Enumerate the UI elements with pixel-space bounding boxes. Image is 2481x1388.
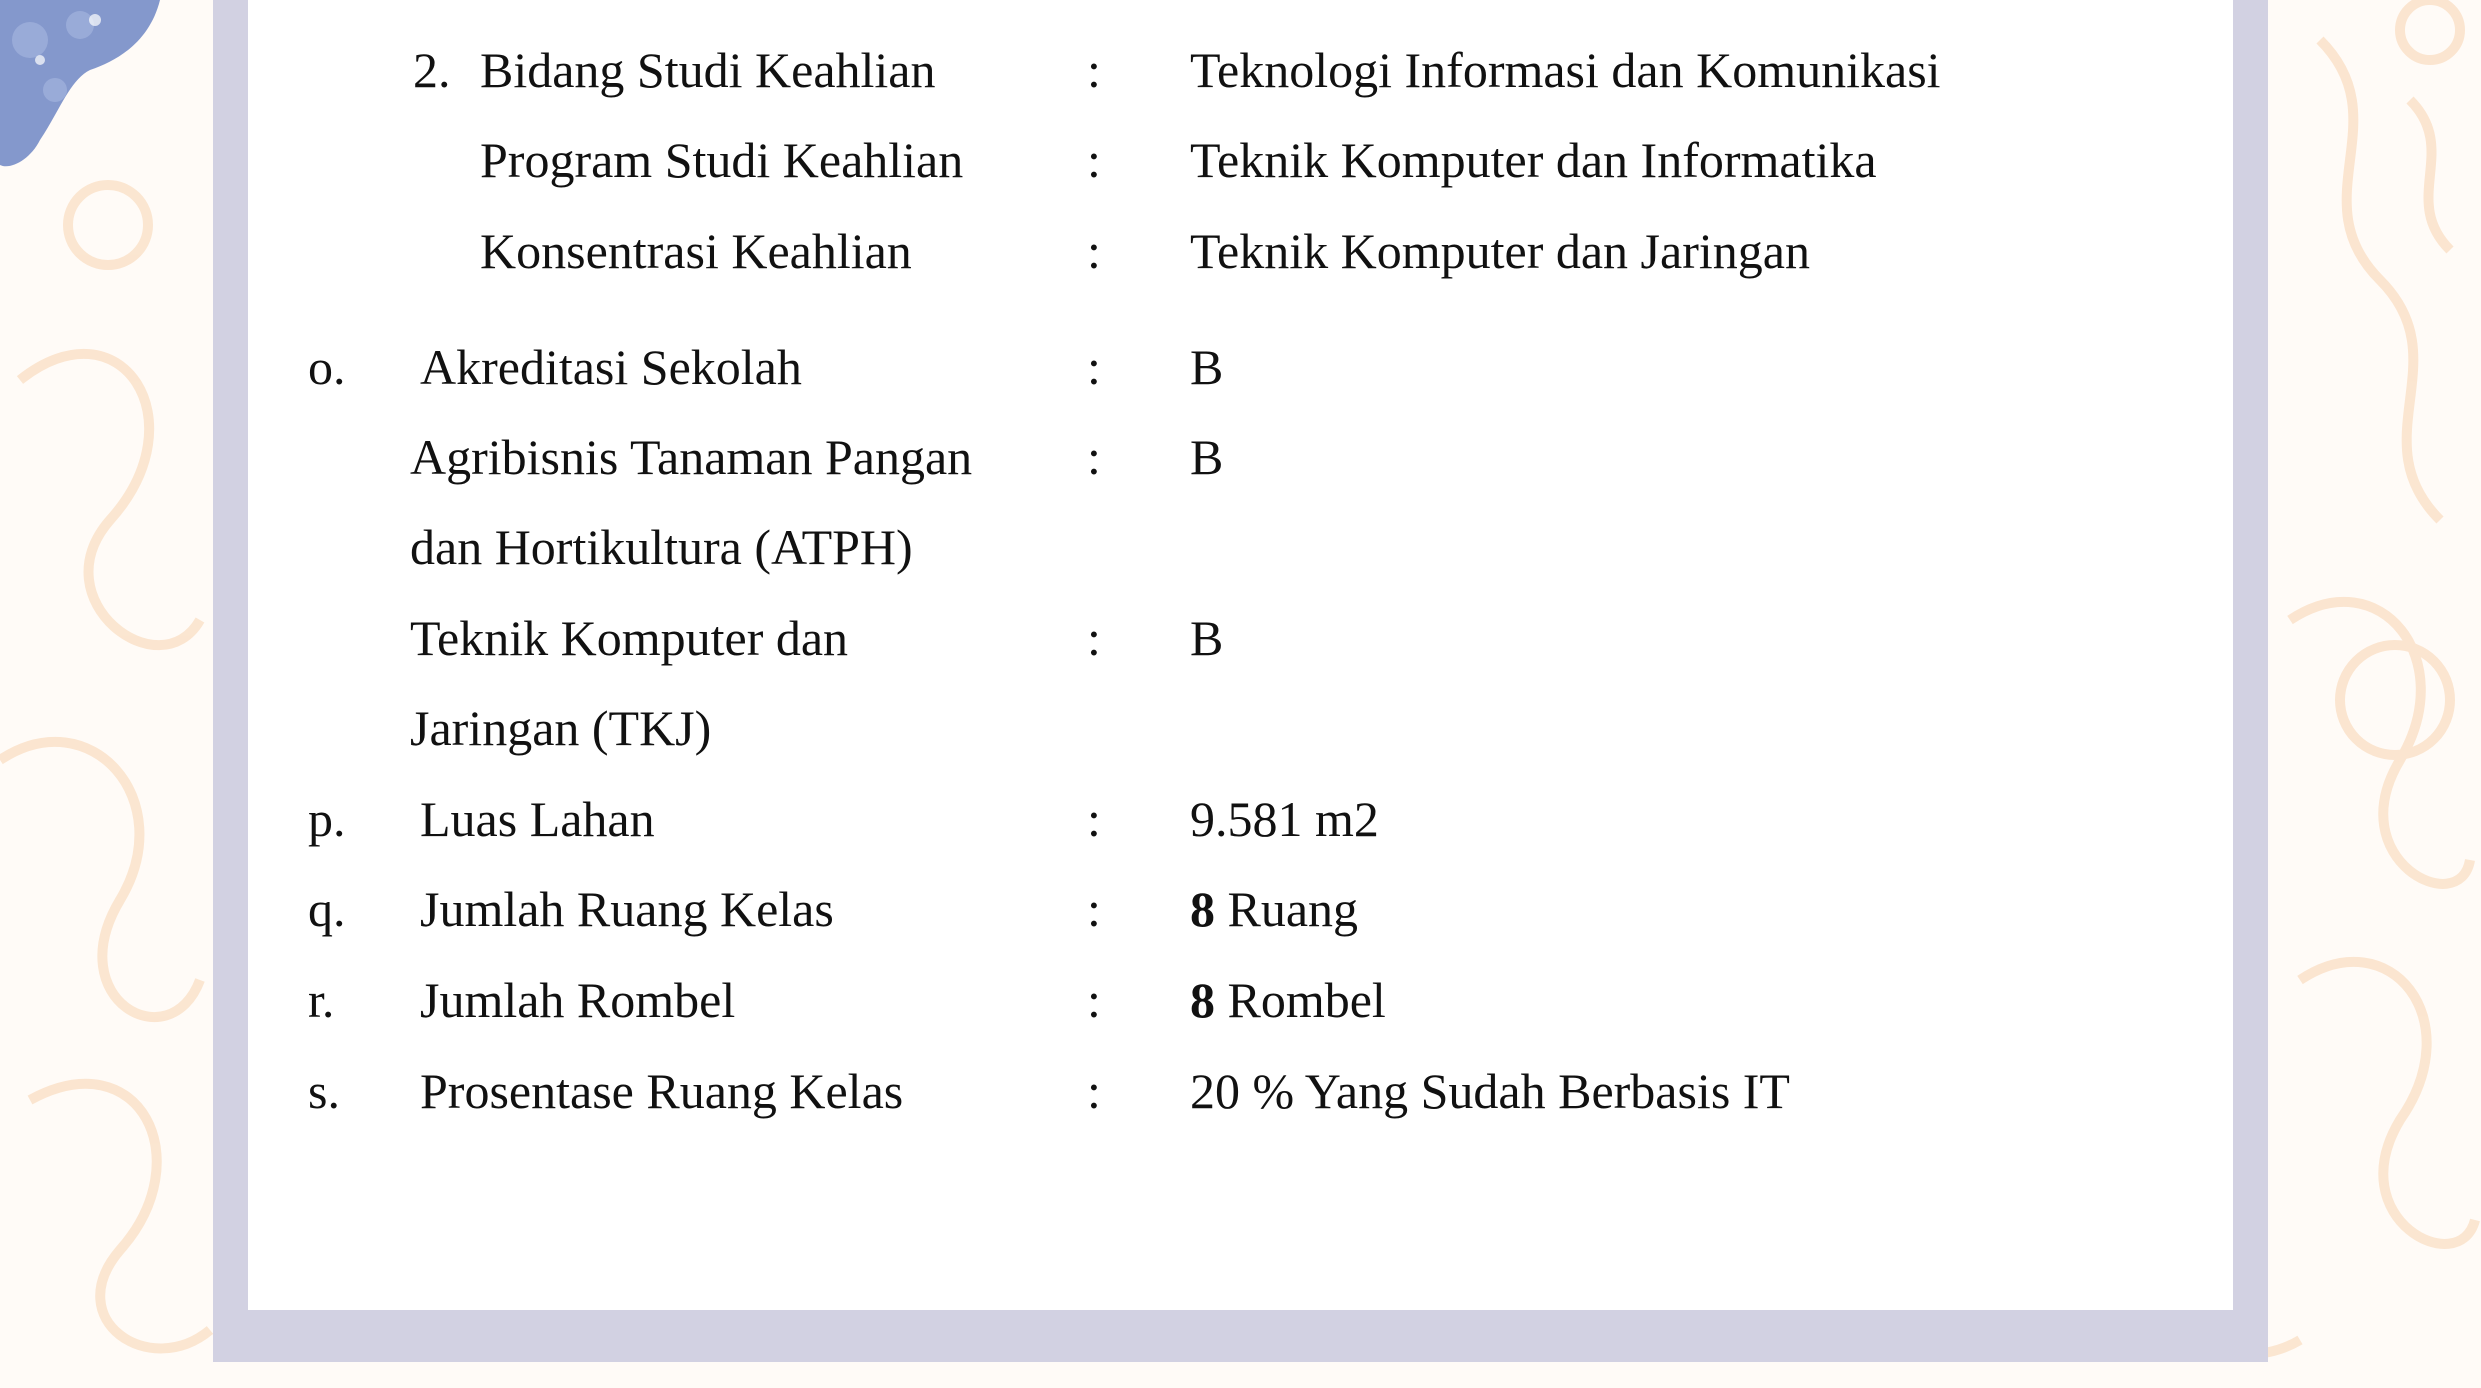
program-label-continued: dan Hortikultura (ATPH): [410, 519, 913, 575]
field-label: Prosentase Ruang Kelas: [420, 1063, 904, 1119]
field-value: B: [1190, 429, 1224, 485]
field-colon: :: [1087, 42, 1101, 98]
item-letter: s.: [308, 1063, 340, 1119]
value-unit: Rombel: [1215, 972, 1386, 1028]
field-value: Teknik Komputer dan Jaringan: [1190, 223, 1810, 279]
field-label: Bidang Studi Keahlian: [480, 42, 936, 98]
field-value: [1190, 972, 1386, 1028]
item-letter: o.: [308, 339, 346, 395]
value-number: 8: [1190, 881, 1215, 937]
field-value: Teknologi Informasi dan Komunikasi: [1190, 42, 1941, 98]
program-label: Teknik Komputer dan: [410, 610, 849, 666]
flower-ornament-icon: [0, 0, 180, 180]
field-colon: :: [1087, 223, 1101, 279]
item-letter: q.: [308, 881, 346, 937]
field-value: B: [1190, 339, 1224, 395]
field-label: Akreditasi Sekolah: [420, 339, 802, 395]
field-value: B: [1190, 610, 1224, 666]
field-value: 20 % Yang Sudah Berbasis IT: [1190, 1063, 1790, 1119]
field-colon: :: [1087, 791, 1101, 847]
item-number: 2.: [413, 42, 451, 98]
field-colon: :: [1087, 132, 1101, 188]
field-value: [1190, 881, 1359, 937]
field-label: Jumlah Rombel: [420, 972, 736, 1028]
field-colon: :: [1087, 881, 1101, 937]
field-colon: :: [1087, 429, 1101, 485]
value-number: 8: [1190, 972, 1215, 1028]
value-unit: Ruang: [1215, 881, 1359, 937]
program-label-continued: Jaringan (TKJ): [410, 700, 712, 756]
field-label: Jumlah Ruang Kelas: [420, 881, 834, 937]
program-label: Agribisnis Tanaman Pangan: [410, 429, 973, 485]
item-letter: r.: [308, 972, 335, 1028]
field-label: Luas Lahan: [420, 791, 655, 847]
field-colon: :: [1087, 610, 1101, 666]
field-colon: :: [1087, 972, 1101, 1028]
field-colon: :: [1087, 1063, 1101, 1119]
field-colon: :: [1087, 339, 1101, 395]
field-value: Teknik Komputer dan Informatika: [1190, 132, 1877, 188]
field-value: 9.581 m2: [1190, 791, 1379, 847]
item-letter: p.: [308, 791, 346, 847]
field-label: Konsentrasi Keahlian: [480, 223, 912, 279]
field-label: Program Studi Keahlian: [480, 132, 964, 188]
